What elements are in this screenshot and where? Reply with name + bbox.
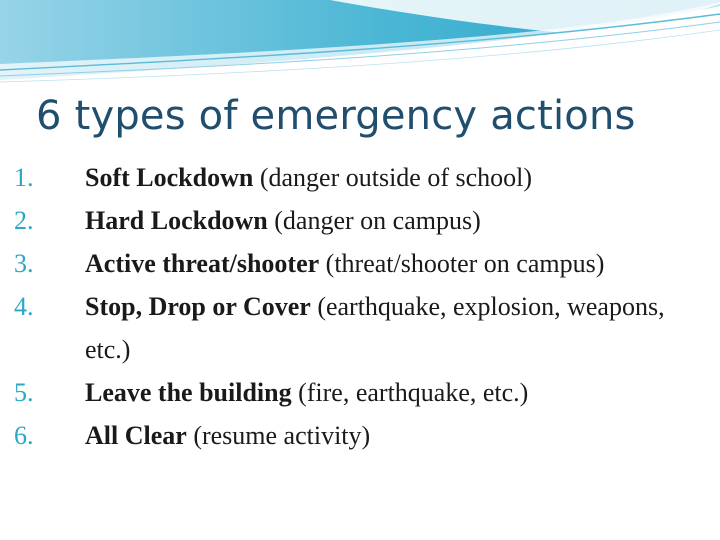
list-item-number: 5. [14, 378, 34, 407]
list-item-detail: (resume activity) [186, 421, 371, 450]
list-item-name: Hard Lockdown [85, 206, 268, 235]
list-item-number: 3. [14, 249, 34, 278]
list-item-stop-drop-cover [14, 285, 704, 371]
list-item-detail: (danger outside of school) [253, 163, 533, 192]
list-item-number: 6. [14, 421, 34, 450]
list-item-detail: (danger on campus) [267, 206, 481, 235]
list-item-text [85, 414, 704, 457]
list-item-number: 2. [14, 206, 34, 235]
emergency-action-list [14, 156, 704, 457]
list-item-soft-lockdown [14, 156, 704, 199]
list-item-detail: (earthquake, explosion, weapons, etc.) [85, 292, 665, 364]
list-item-text [85, 371, 704, 414]
list-item-text [85, 285, 704, 371]
slide-title: 6 types of emergency actions [36, 93, 636, 139]
list-item-text [85, 156, 704, 199]
list-item-detail: (threat/shooter on campus) [319, 249, 605, 278]
list-item-active-threat [14, 242, 704, 285]
list-item-name: Soft Lockdown [85, 163, 254, 192]
list-item-name: Stop, Drop or Cover [85, 292, 311, 321]
list-item-name: Active threat/shooter [85, 249, 320, 278]
list-item-text [85, 242, 704, 285]
list-item-all-clear [14, 414, 704, 457]
list-item-name: All Clear [85, 421, 187, 450]
wave-header-decoration [0, 0, 720, 90]
list-item-number: 1. [14, 163, 34, 192]
list-item-name: Leave the building [85, 378, 292, 407]
list-item-detail: (fire, earthquake, etc.) [291, 378, 529, 407]
list-item-text [85, 199, 704, 242]
list-item-number: 4. [14, 292, 34, 321]
list-item-leave-building [14, 371, 704, 414]
list-item-hard-lockdown [14, 199, 704, 242]
